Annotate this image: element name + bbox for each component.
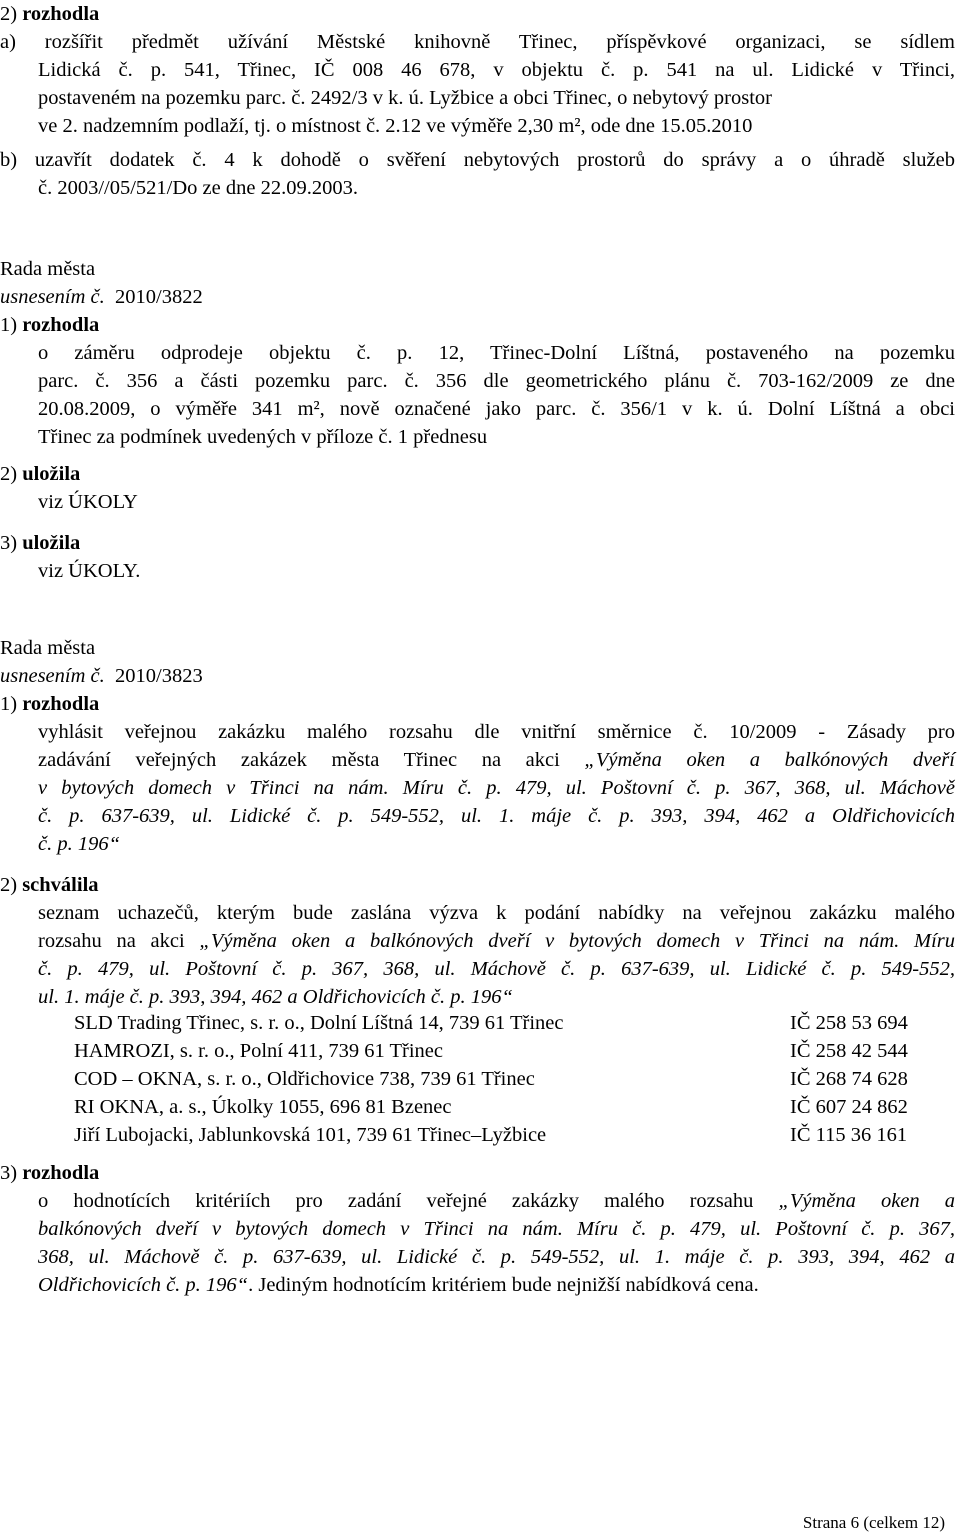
text-segment: o hodnotících kritériích pro zadání veřejné zakázky malého rozsahu <box>38 1190 779 1212</box>
item-a-line-4: ve 2. nadzemním podlaží, tj. o místnost č. 2.12 ve výměře 2,30 m², ode dne 15.05.2010 <box>38 115 753 137</box>
point-number: 3) <box>0 532 23 554</box>
point-verb: rozhodla <box>22 3 100 25</box>
point-1-heading <box>0 690 99 718</box>
point-3-heading <box>0 1159 99 1187</box>
point-3-line-4 <box>38 1271 759 1299</box>
point-2-line-3: č. p. 479, ul. Poštovní č. p. 367, 368, ul. Máchově č. p. 637-639, ul. Lidické č. p. 549-552, <box>38 958 955 980</box>
point-1-line-4: Třinec za podmínek uvedených v příloze č. 1 přednesu <box>38 426 488 448</box>
text-segment: zadávání veřejných zakázek města Třinec na akci <box>38 749 585 771</box>
point-number: 2) <box>0 874 23 896</box>
item-b-line-2: č. 2003//05/521/Do ze dne 22.09.2003. <box>38 177 358 199</box>
point-1-line-4: č. p. 637-639, ul. Lidické č. p. 549-552, ul. 1. máje č. p. 393, 394, 462 a Oldřichovicích <box>38 805 955 827</box>
point-3-line-3: 368, ul. Máchově č. p. 637-639, ul. Lidické č. p. 549-552, ul. 1. máje č. p. 393, 394, 462 a <box>38 1246 955 1268</box>
bidder-ic: IČ 258 42 544 <box>790 1040 908 1062</box>
project-name: „Výměna oken a balkónových dveří <box>584 749 955 771</box>
point-verb: rozhodla <box>22 314 100 336</box>
point-2-heading <box>0 871 99 899</box>
item-a-line-3: postaveném na pozemku parc. č. 2492/3 v k. ú. Lyžbice a obci Třinec, o nebytový prostor <box>38 87 772 109</box>
resolution-prefix: usnesením č. <box>0 665 105 687</box>
point-number: 3) <box>0 1162 23 1184</box>
point-verb: schválila <box>22 874 99 896</box>
bidder-name: Jiří Lubojacki, Jablunkovská 101, 739 61 Třinec–Lyžbice <box>74 1124 547 1146</box>
point-1-line-1: o záměru odprodeje objektu č. p. 12, Třinec-Dolní Líštná, postaveného na pozemku <box>38 342 955 364</box>
point-1-line-5: č. p. 196“ <box>38 833 120 855</box>
resolution-number-line <box>0 662 203 690</box>
item-a-line-2: Lidická č. p. 541, Třinec, IČ 008 46 678, v objektu č. p. 541 na ul. Lidické v Třinci, <box>38 59 955 81</box>
point-1-line-3: 20.08.2009, o výměře 341 m², nově označené jako parc. č. 356/1 v k. ú. Dolní Líštná a obci <box>38 398 955 420</box>
project-name: „Výměna oken a <box>778 1190 956 1212</box>
point-number: 1) <box>0 693 23 715</box>
point-3-text: viz ÚKOLY. <box>38 560 141 582</box>
point-verb: rozhodla <box>22 693 100 715</box>
point-2-heading <box>0 0 99 28</box>
bidder-name: SLD Trading Třinec, s. r. o., Dolní Líštná 14, 739 61 Třinec <box>74 1012 564 1034</box>
point-1-line-2: parc. č. 356 a části pozemku parc. č. 356 dle geometrického plánu č. 703-162/2009 ze dne <box>38 370 955 392</box>
point-verb: uložila <box>22 532 81 554</box>
point-3-line-2: balkónových dveří v bytových domech v Třinci na nám. Míru č. p. 479, ul. Poštovní č. p. 367, <box>38 1218 955 1240</box>
bidder-name: RI OKNA, a. s., Úkolky 1055, 696 81 Bzenec <box>74 1096 452 1118</box>
bidder-ic: IČ 268 74 628 <box>790 1068 908 1090</box>
resolution-number: 2010/3822 <box>115 286 203 308</box>
item-a-line-1: a) rozšířit předmět užívání Městské knihovně Třinec, příspěvkové organizaci, se sídlem <box>0 31 955 53</box>
point-verb: rozhodla <box>22 1162 100 1184</box>
bidder-ic: IČ 258 53 694 <box>790 1012 908 1034</box>
point-1-line-2 <box>38 746 955 774</box>
point-3-heading <box>0 529 80 557</box>
council-heading: Rada města <box>0 258 96 280</box>
project-name: „Výměna oken a balkónových dveří v bytových domech v Třinci na nám. Míru <box>199 930 955 952</box>
text-segment: . Jediným hodnotícím kritériem bude nejnižší nabídková cena. <box>248 1274 759 1296</box>
point-2-line-1: seznam uchazečů, kterým bude zaslána výzva k podání nabídky na veřejnou zakázku malého <box>38 902 955 924</box>
council-heading: Rada města <box>0 637 96 659</box>
bidder-name: COD – OKNA, s. r. o., Oldřichovice 738, 739 61 Třinec <box>74 1068 535 1090</box>
point-2-line-2 <box>38 927 955 955</box>
bidder-ic: IČ 115 36 161 <box>790 1124 908 1146</box>
project-name: Oldřichovicích č. p. 196“ <box>38 1274 249 1296</box>
point-2-heading <box>0 460 80 488</box>
point-number: 1) <box>0 314 23 336</box>
bidder-name: HAMROZI, s. r. o., Polní 411, 739 61 Třinec <box>74 1040 443 1062</box>
page-number: Strana 6 (celkem 12) <box>802 1513 945 1532</box>
point-number: 2) <box>0 3 23 25</box>
bidder-ic: IČ 607 24 862 <box>790 1096 908 1118</box>
resolution-prefix: usnesením č. <box>0 286 105 308</box>
resolution-number-line <box>0 283 203 311</box>
resolution-number: 2010/3823 <box>115 665 203 687</box>
point-2-line-4: ul. 1. máje č. p. 393, 394, 462 a Oldřichovicích č. p. 196“ <box>38 986 513 1008</box>
point-2-text: viz ÚKOLY <box>38 491 138 513</box>
point-number: 2) <box>0 463 23 485</box>
point-1-heading <box>0 311 99 339</box>
point-3-line-1 <box>38 1187 955 1215</box>
item-b-line-1: b) uzavřít dodatek č. 4 k dohodě o svěření nebytových prostorů do správy a o úhradě služeb <box>0 149 955 171</box>
point-verb: uložila <box>22 463 81 485</box>
point-1-line-1: vyhlásit veřejnou zakázku malého rozsahu dle vnitřní směrnice č. 10/2009 - Zásady pro <box>38 721 955 743</box>
text-segment: rozsahu na akci <box>38 930 200 952</box>
point-1-line-3: v bytových domech v Třinci na nám. Míru č. p. 479, ul. Poštovní č. p. 367, 368, ul. Máchově <box>38 777 955 799</box>
